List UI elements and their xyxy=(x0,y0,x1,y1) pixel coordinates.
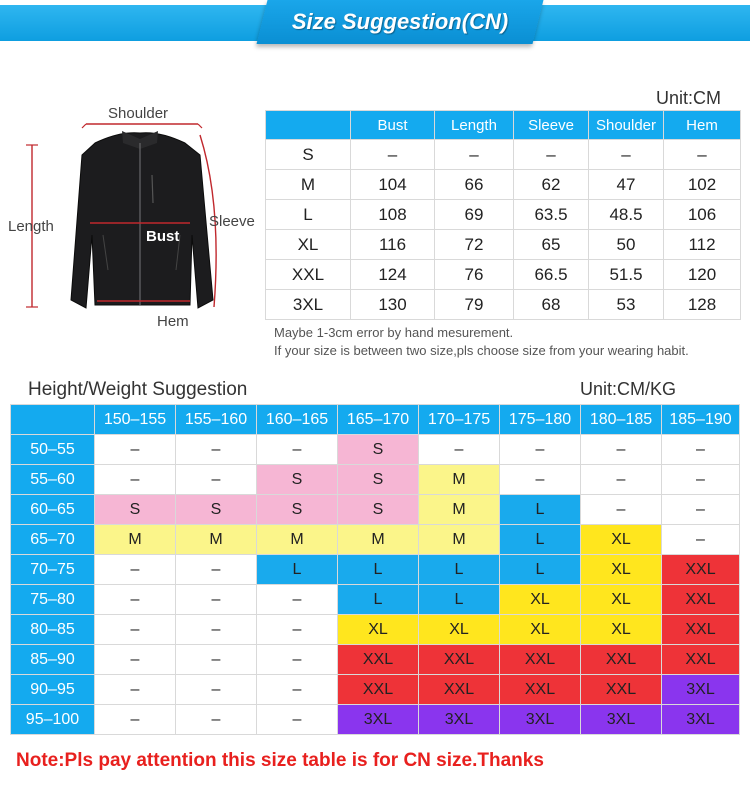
weight-header: 80–85 xyxy=(11,615,95,645)
weight-header: 90–95 xyxy=(11,675,95,705)
value-cell: 116 xyxy=(351,230,435,260)
size-suggestion-cell: – xyxy=(257,645,338,675)
value-cell: 130 xyxy=(351,290,435,320)
size-table-unit: Unit:CM xyxy=(656,88,722,108)
measurement-note-line-2: If your size is between two size,pls choose size from your wearing habit. xyxy=(274,343,689,358)
size-suggestion-cell: XXL xyxy=(581,675,662,705)
size-suggestion-cell: L xyxy=(500,555,581,585)
size-suggestion-cell: – xyxy=(662,525,740,555)
page-title: Size Suggestion(CN) xyxy=(291,9,509,34)
value-cell: – xyxy=(514,140,589,170)
value-cell: 120 xyxy=(664,260,741,290)
size-suggestion-cell: L xyxy=(500,495,581,525)
size-cell: XXL xyxy=(266,260,351,290)
size-suggestion-cell: – xyxy=(176,585,257,615)
table-row xyxy=(11,495,740,525)
value-cell: 62 xyxy=(514,170,589,200)
shoulder-label: Shoulder xyxy=(108,105,169,122)
weight-header: 50–55 xyxy=(11,435,95,465)
size-suggestion-cell: S xyxy=(95,495,176,525)
size-table-corner xyxy=(266,111,351,140)
size-suggestion-cell: S xyxy=(338,495,419,525)
size-suggestion-cell: XL xyxy=(581,525,662,555)
size-suggestion-cell: S xyxy=(338,465,419,495)
value-cell: 69 xyxy=(435,200,514,230)
size-suggestion-cell: XXL xyxy=(338,675,419,705)
size-suggestion-cell: XXL xyxy=(662,645,740,675)
table-row xyxy=(11,675,740,705)
table-row xyxy=(266,260,741,290)
measurement-note-line-1: Maybe 1-3cm error by hand mesurement. xyxy=(274,325,514,340)
size-suggestion-cell: XXL xyxy=(581,645,662,675)
size-suggestion-cell: XXL xyxy=(662,585,740,615)
table-row xyxy=(266,230,741,260)
size-suggestion-cell: – xyxy=(176,465,257,495)
size-suggestion-cell: XL xyxy=(500,615,581,645)
weight-header: 65–70 xyxy=(11,525,95,555)
table-row xyxy=(11,555,740,585)
weight-header: 95–100 xyxy=(11,705,95,735)
size-suggestion-cell: – xyxy=(176,705,257,735)
table-row xyxy=(11,645,740,675)
size-suggestion-cell: XXL xyxy=(419,645,500,675)
size-suggestion-cell: – xyxy=(257,705,338,735)
size-suggestion-cell: 3XL xyxy=(662,705,740,735)
size-suggestion-cell: – xyxy=(581,495,662,525)
title-banner xyxy=(0,0,750,48)
size-suggestion-cell: – xyxy=(95,645,176,675)
size-suggestion-cell: – xyxy=(176,615,257,645)
size-suggestion-cell: – xyxy=(257,615,338,645)
value-cell: 47 xyxy=(589,170,664,200)
hw-header-row xyxy=(11,405,740,435)
size-suggestion-cell: – xyxy=(662,465,740,495)
size-suggestion-cell: XXL xyxy=(500,675,581,705)
value-cell: 65 xyxy=(514,230,589,260)
height-header: 165–170 xyxy=(338,405,419,435)
weight-header: 85–90 xyxy=(11,645,95,675)
size-suggestion-cell: M xyxy=(257,525,338,555)
size-suggestion-cell: – xyxy=(95,465,176,495)
value-cell: 108 xyxy=(351,200,435,230)
table-row xyxy=(266,290,741,320)
size-suggestion-cell: – xyxy=(500,435,581,465)
size-suggestion-cell: – xyxy=(257,435,338,465)
value-cell: 128 xyxy=(664,290,741,320)
col-header-hem: Hem xyxy=(664,111,741,140)
size-suggestion-cell: L xyxy=(338,555,419,585)
size-suggestion-cell: 3XL xyxy=(338,705,419,735)
size-suggestion-cell: XL xyxy=(581,585,662,615)
size-suggestion-cell: – xyxy=(176,435,257,465)
weight-header: 55–60 xyxy=(11,465,95,495)
weight-header: 60–65 xyxy=(11,495,95,525)
value-cell: 106 xyxy=(664,200,741,230)
weight-header: 70–75 xyxy=(11,555,95,585)
value-cell: 76 xyxy=(435,260,514,290)
size-suggestion-cell: L xyxy=(500,525,581,555)
size-suggestion-cell: XL xyxy=(581,615,662,645)
size-suggestion-cell: – xyxy=(95,555,176,585)
table-row xyxy=(266,200,741,230)
table-row xyxy=(11,615,740,645)
value-cell: 124 xyxy=(351,260,435,290)
size-cell: S xyxy=(266,140,351,170)
size-suggestion-cell: – xyxy=(95,615,176,645)
size-suggestion-cell: XXL xyxy=(419,675,500,705)
table-row xyxy=(11,465,740,495)
length-label: Length xyxy=(8,218,54,235)
value-cell: 53 xyxy=(589,290,664,320)
table-row xyxy=(266,170,741,200)
value-cell: 66.5 xyxy=(514,260,589,290)
size-suggestion-cell: M xyxy=(95,525,176,555)
size-suggestion-cell: M xyxy=(338,525,419,555)
size-suggestion-cell: L xyxy=(419,555,500,585)
value-cell: 79 xyxy=(435,290,514,320)
size-suggestion-cell: – xyxy=(581,435,662,465)
table-row xyxy=(11,525,740,555)
size-suggestion-cell: S xyxy=(257,465,338,495)
hw-table-corner xyxy=(11,405,95,435)
size-suggestion-cell: – xyxy=(581,465,662,495)
size-suggestion-cell: – xyxy=(95,675,176,705)
size-suggestion-cell: – xyxy=(662,495,740,525)
value-cell: 66 xyxy=(435,170,514,200)
size-cell: XL xyxy=(266,230,351,260)
height-weight-table xyxy=(10,404,740,735)
value-cell: – xyxy=(589,140,664,170)
size-suggestion-cell: – xyxy=(257,675,338,705)
table-row xyxy=(11,435,740,465)
col-header-length: Length xyxy=(435,111,514,140)
col-header-bust: Bust xyxy=(351,111,435,140)
size-suggestion-cell: 3XL xyxy=(662,675,740,705)
size-suggestion-cell: L xyxy=(338,585,419,615)
size-suggestion-cell: XL xyxy=(419,615,500,645)
height-header: 180–185 xyxy=(581,405,662,435)
table-row xyxy=(11,585,740,615)
size-suggestion-cell: S xyxy=(338,435,419,465)
table-row xyxy=(266,140,741,170)
value-cell: 112 xyxy=(664,230,741,260)
value-cell: – xyxy=(435,140,514,170)
size-suggestion-cell: – xyxy=(176,555,257,585)
size-cell: 3XL xyxy=(266,290,351,320)
size-suggestion-cell: 3XL xyxy=(581,705,662,735)
footer-note: Note:Pls pay attention this size table is for CN size.Thanks xyxy=(16,750,544,771)
size-suggestion-cell: XXL xyxy=(338,645,419,675)
size-suggestion-cell: M xyxy=(419,465,500,495)
size-suggestion-cell: 3XL xyxy=(500,705,581,735)
height-header: 150–155 xyxy=(95,405,176,435)
size-suggestion-cell: M xyxy=(176,525,257,555)
size-suggestion-cell: S xyxy=(257,495,338,525)
height-header: 185–190 xyxy=(662,405,740,435)
value-cell: – xyxy=(664,140,741,170)
size-suggestion-cell: 3XL xyxy=(419,705,500,735)
size-cell: M xyxy=(266,170,351,200)
size-suggestion-cell: XXL xyxy=(500,645,581,675)
size-suggestion-cell: L xyxy=(257,555,338,585)
size-table-header-row xyxy=(266,111,741,140)
value-cell: – xyxy=(351,140,435,170)
size-suggestion-cell: L xyxy=(419,585,500,615)
size-suggestion-cell: M xyxy=(419,525,500,555)
weight-header: 75–80 xyxy=(11,585,95,615)
value-cell: 72 xyxy=(435,230,514,260)
size-suggestion-cell: – xyxy=(95,585,176,615)
col-header-sleeve: Sleeve xyxy=(514,111,589,140)
jacket-illustration xyxy=(0,95,265,340)
value-cell: 50 xyxy=(589,230,664,260)
height-header: 175–180 xyxy=(500,405,581,435)
hem-label: Hem xyxy=(157,313,189,330)
size-suggestion-cell: – xyxy=(500,465,581,495)
value-cell: 51.5 xyxy=(589,260,664,290)
size-suggestion-cell: – xyxy=(257,585,338,615)
size-suggestion-cell: XL xyxy=(581,555,662,585)
size-suggestion-cell: XXL xyxy=(662,615,740,645)
sleeve-label: Sleeve xyxy=(209,213,255,230)
col-header-shoulder: Shoulder xyxy=(589,111,664,140)
size-table xyxy=(265,110,741,320)
size-suggestion-cell: – xyxy=(176,675,257,705)
hw-table-unit: Unit:CM/KG xyxy=(580,379,677,399)
size-suggestion-cell: – xyxy=(95,435,176,465)
hw-table-title: Height/Weight Suggestion xyxy=(28,379,248,400)
size-suggestion-cell: – xyxy=(95,705,176,735)
measurement-note xyxy=(274,324,689,360)
height-header: 155–160 xyxy=(176,405,257,435)
value-cell: 68 xyxy=(514,290,589,320)
size-suggestion-cell: S xyxy=(176,495,257,525)
bust-label: Bust xyxy=(146,228,180,245)
size-suggestion-cell: XL xyxy=(338,615,419,645)
value-cell: 63.5 xyxy=(514,200,589,230)
size-cell: L xyxy=(266,200,351,230)
height-header: 160–165 xyxy=(257,405,338,435)
size-suggestion-cell: – xyxy=(176,645,257,675)
height-header: 170–175 xyxy=(419,405,500,435)
size-suggestion-cell: XL xyxy=(500,585,581,615)
value-cell: 48.5 xyxy=(589,200,664,230)
size-suggestion-cell: – xyxy=(419,435,500,465)
table-row xyxy=(11,705,740,735)
size-suggestion-cell: – xyxy=(662,435,740,465)
value-cell: 104 xyxy=(351,170,435,200)
size-suggestion-cell: M xyxy=(419,495,500,525)
value-cell: 102 xyxy=(664,170,741,200)
size-suggestion-cell: XXL xyxy=(662,555,740,585)
